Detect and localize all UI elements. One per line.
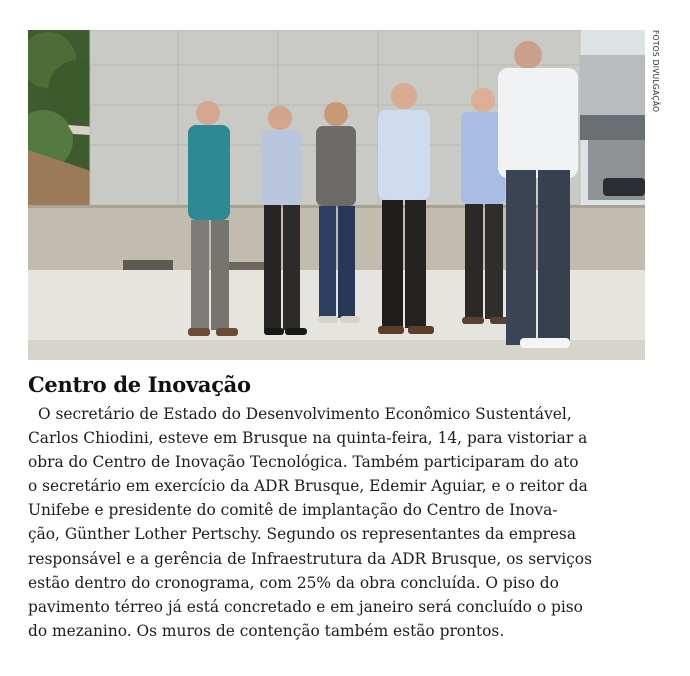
body-line: responsável e a gerência de Infraestrutura da ADR Brusque, os serviços	[28, 549, 592, 568]
body-line: Carlos Chiodini, esteve em Brusque na quinta-feira, 14, para vistoriar a	[28, 429, 588, 448]
body-line: obra do Centro de Inovação Tecnológica. Também participaram do ato	[28, 453, 579, 472]
news-photo	[28, 30, 645, 360]
body-line: ção, Günther Lother Pertschy. Segundo os representantes da empresa	[28, 525, 577, 544]
article-body	[28, 402, 648, 643]
body-line: o secretário em exercício da ADR Brusque, Edemir Aguiar, e o reitor da	[28, 477, 588, 496]
headline: Centro de Inovação	[28, 372, 251, 397]
photo-credit: FOTOS DIVULGAÇÃO	[651, 30, 660, 113]
body-line: pavimento térreo já está concretado e em janeiro será concluído o piso	[28, 597, 583, 616]
body-line: estão dentro do cronograma, com 25% da obra concluída. O piso do	[28, 573, 559, 592]
body-line: O secretário de Estado do Desenvolvimento Econômico Sustentável,	[38, 405, 572, 423]
body-line: Unifebe e presidente do comitê de implantação do Centro de Inova-	[28, 501, 558, 520]
body-line: do mezanino. Os muros de contenção também estão prontos.	[28, 621, 505, 640]
